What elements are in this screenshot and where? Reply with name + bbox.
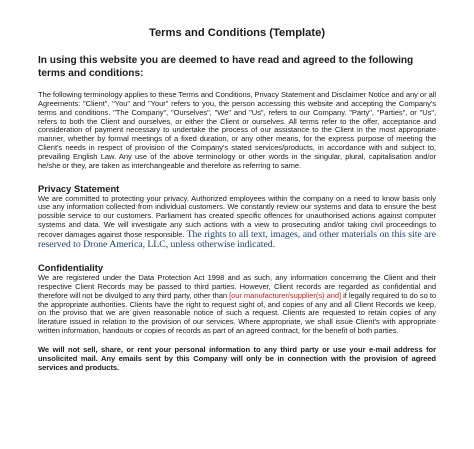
manufacturer-placeholder: [our manufacturer/supplier(s) and]	[229, 290, 342, 300]
privacy-heading: Privacy Statement	[38, 182, 120, 194]
document-title: Terms and Conditions (Template)	[148, 27, 326, 39]
privacy-text: We are committed to protecting your privacy. Authorized employees within the company on a need to know basis only use any information collected from individual customers. We constantly review our systems and data to ensure the best possible service to our customers. Parliament has created specific offences for unauthorised actions against computer systems and data. We will investigate any such actions with a view to prosecuting and/or taking civil proceedings to recover damages against those responsible.	[38, 193, 436, 239]
confidentiality-paragraph	[38, 274, 436, 336]
intro-statement: In using this website you are deemed to have read and agreed to the following terms and conditions:	[38, 55, 414, 79]
closing-note: We will not sell, share, or rent your personal information to any third party or use your e-mail address for unsolicited mail. Any emails sent by this Company will only be in connection with the provision of agreed services and products.	[38, 344, 436, 372]
privacy-paragraph	[38, 195, 436, 250]
confidentiality-text-before: We are registered under the Data Protection Act 1998 and as such, any information concerning the Client and their respective Client Records may be passed to third parties. However, Client records are regarded as confidential and therefore will not be divulged to any third party, other than	[38, 272, 436, 300]
rights-notice: The rights to all text, images, and other materials on this site are reserved to Drone America, LLC, unless otherwise indicated.	[38, 228, 436, 250]
confidentiality-text-after: if legally required to do so to the appropriate authorities. Clients have the right to request sight of, and copies of any and all Client Records we keep, on the proviso that we are given reasonable notice of such a request. Clients are requested to retain copies of any literature issued in relation to the provision of our services. Where appropriate, we shall issue Client's with appropriate written information, handouts or copies of records as part of an agreed contract, for the benefit of both parties.	[38, 290, 437, 336]
confidentiality-heading: Confidentiality	[38, 261, 104, 273]
terminology-paragraph: The following terminology applies to these Terms and Conditions, Privacy Statement and Disclaimer Notice and any or all Agreements: "Client", "You" and "Your" refers to you, the person accessing this website and accepting the Company's terms and conditions. "The Company", "Ourselves", "We" and "Us", refers to our Company. "Party", "Parties", or "Us", refers to both the Client and ourselves, or either the Client or ourselves. All terms refer to the offer, acceptance and consideration of payment necessary to undertake the process of our assistance to the Client in the most appropriate manner, whether by formal meetings of a fixed duration, or any other means, for the express purpose of meeting the Client's needs in respect of provision of the Company's stated services/products, in accordance with and subject to, prevailing English Law. Any use of the above terminology or other words in the singular, plural, capitalisation and/or he/she or they, are taken as interchangeable and therefore as referring to same.	[38, 90, 436, 170]
